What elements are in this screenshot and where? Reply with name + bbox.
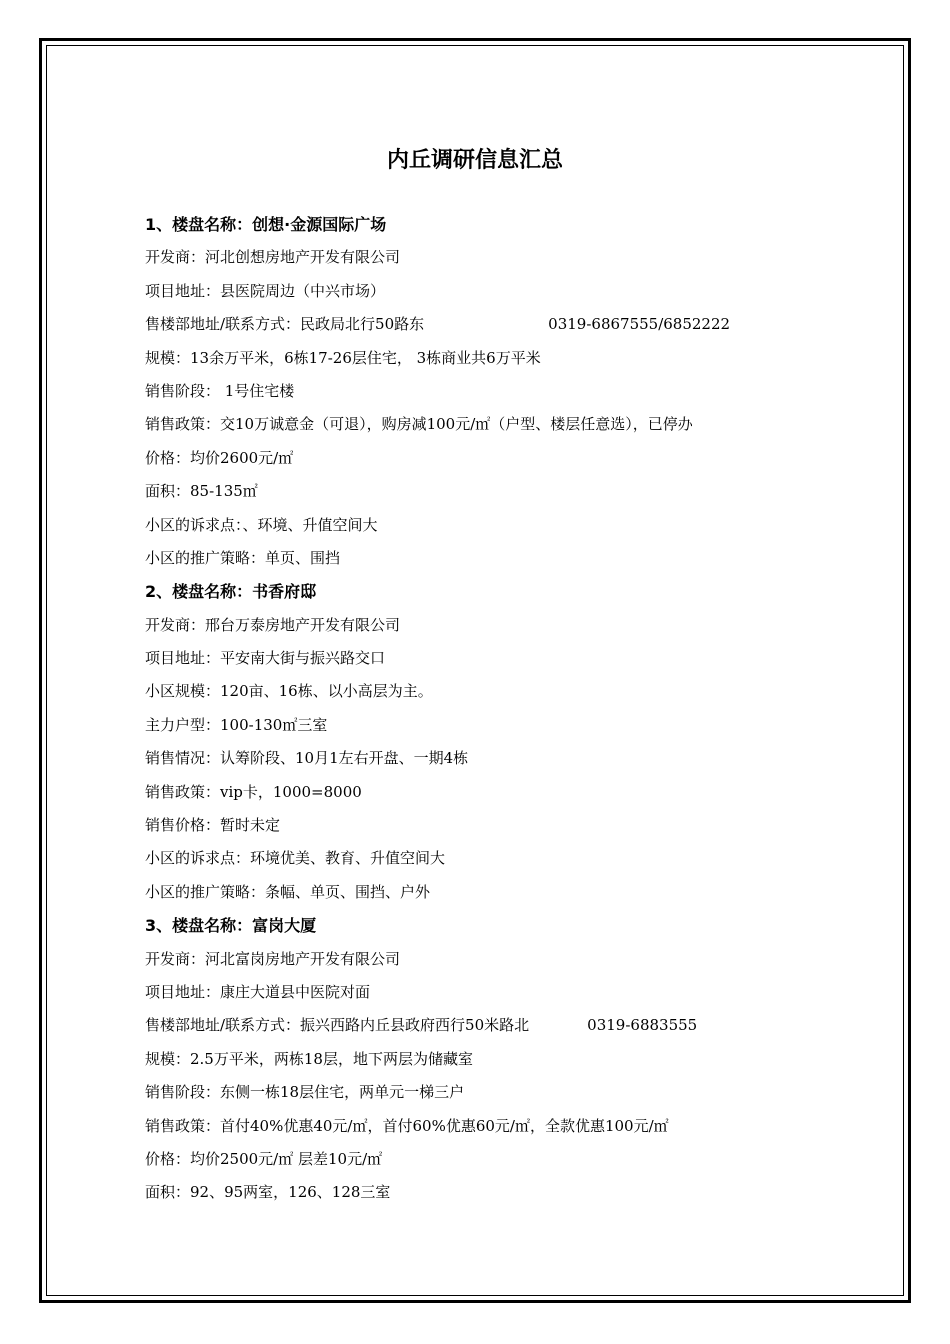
- developer-line: 开发商：河北创想房地产开发有限公司: [145, 248, 401, 267]
- document-title: 内丘调研信息汇总: [386, 148, 563, 173]
- promotion-line: 小区的推广策略：条幅、单页、围挡、户外: [145, 882, 431, 901]
- sales-policy-line: 销售政策：vip卡，1000=8000: [145, 782, 362, 801]
- sales-office-text: 售楼部地址/联系方式：振兴西路内丘县政府西行50米路北: [145, 1016, 530, 1035]
- project-heading: 2、楼盘名称：书香府邸: [145, 582, 317, 602]
- price-line: 价格：均价2600元/㎡: [145, 448, 294, 467]
- appeal-line: 小区的诉求点：、环境、升值空间大: [145, 515, 378, 534]
- price-line: 销售价格：暂时未定: [145, 816, 281, 835]
- address-line: 项目地址：康庄大道县中医院对面: [145, 982, 371, 1001]
- sales-office-line: [145, 1009, 845, 1042]
- scale-line: 规模：13余万平米，6栋17-26层住宅， 3栋商业共6万平米: [145, 348, 541, 367]
- phone-number: 0319-6867555/6852222: [548, 315, 731, 334]
- scale-line: 小区规模：120亩、16栋、以小高层为主。: [145, 682, 433, 701]
- price-line: 价格：均价2500元/㎡ 层差10元/㎡: [145, 1149, 383, 1168]
- unit-type-line: 主力户型：100-130㎡三室: [145, 715, 328, 734]
- address-line: 项目地址：平安南大街与振兴路交口: [145, 649, 386, 668]
- sales-office-line: [145, 308, 845, 341]
- project-heading: 3、楼盘名称：富岗大厦: [145, 916, 317, 936]
- document-body: [145, 208, 845, 1210]
- sales-policy-line: 销售政策：交10万诚意金（可退），购房减100元/㎡（户型、楼层任意选），已停办: [145, 415, 693, 434]
- sales-stage-line: 销售阶段：东侧一栋18层住宅，两单元一梯三户: [145, 1083, 465, 1102]
- sales-status-line: 销售情况：认筹阶段、10月1左右开盘、一期4栋: [145, 749, 469, 768]
- scale-line: 规模：2.5万平米，两栋18层，地下两层为储藏室: [145, 1049, 473, 1068]
- project-heading: 1、楼盘名称：创想·金源国际广场: [145, 215, 387, 234]
- area-line: 面积：85-135㎡: [145, 482, 258, 501]
- sales-office-text: 售楼部地址/联系方式：民政局北行50路东: [145, 315, 425, 334]
- sales-stage-line: 销售阶段： 1号住宅楼: [145, 381, 295, 400]
- appeal-line: 小区的诉求点：环境优美、教育、升值空间大: [145, 849, 446, 868]
- address-line: 项目地址：县医院周边（中兴市场）: [145, 281, 386, 300]
- phone-number: 0319-6883555: [587, 1016, 698, 1035]
- developer-line: 开发商：河北富岗房地产开发有限公司: [145, 949, 401, 968]
- area-line: 面积：92、95两室，126、128三室: [145, 1183, 391, 1202]
- promotion-line: 小区的推广策略：单页、围挡: [145, 548, 341, 567]
- sales-policy-line: 销售政策：首付40%优惠40元/㎡，首付60%优惠60元/㎡，全款优惠100元/㎡: [145, 1116, 669, 1135]
- developer-line: 开发商：邢台万泰房地产开发有限公司: [145, 615, 401, 634]
